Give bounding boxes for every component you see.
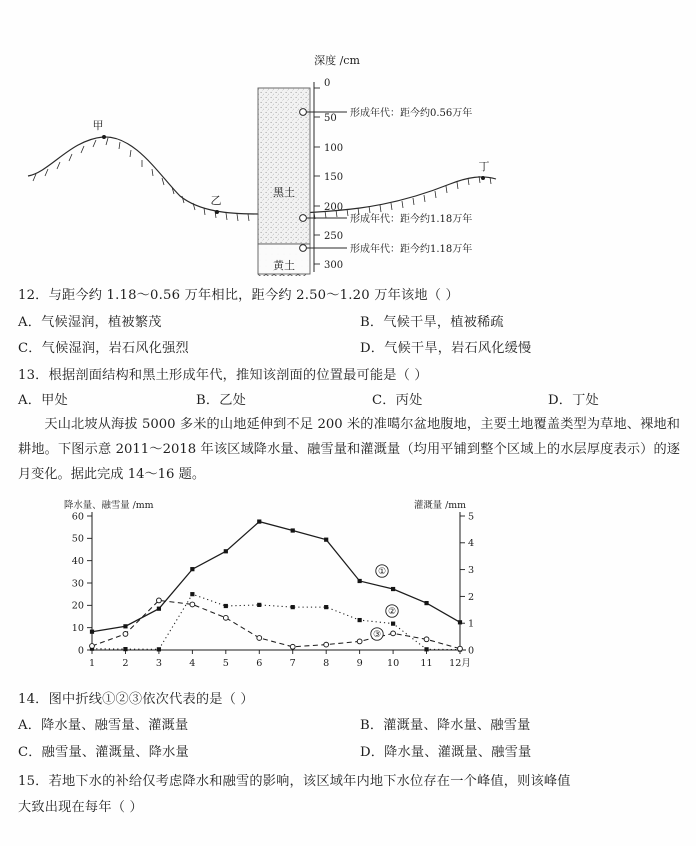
chart-x-tick-label: 10 [386,658,400,669]
figure-monthly-water-chart [62,498,522,680]
chart-y-tick-label: 20 [71,600,84,612]
chart-y-tick-label: 30 [71,578,84,590]
question-12-option-c[interactable]: C．气候湿润，岩石风化强烈 [18,341,189,356]
chart-y2-tick-label: 2 [468,591,475,603]
chart-marker [458,646,463,651]
chart-x-tick-label: 7 [289,658,296,669]
chart-marker [424,647,428,651]
annotation-text-2: 形成年代：距今约1.18万年 [350,214,473,225]
chart-y-tick-label: 50 [71,533,84,545]
soil-layer-label-black: 黑土 [273,186,295,199]
chart-marker [291,605,295,609]
chart-x-tick-label: 2 [122,658,129,669]
chart-x-tick-label: 4 [189,658,196,669]
chart-marker [291,528,295,532]
terrain-label-ding: 丁 [478,160,490,173]
question-14-option-a[interactable]: A．降水量、融雪量、灌溉量 [18,718,189,733]
terrain-label-yi: 乙 [210,194,222,207]
chart-x-tick-label: 6 [256,658,263,669]
chart-marker [324,605,328,609]
depth-axis-title: 深度 /cm [314,54,360,67]
terrain-label-jia: 甲 [92,119,104,132]
chart-marker [157,607,161,611]
chart-marker [123,624,127,628]
chart-marker [424,601,428,605]
question-12-option-d[interactable]: D．气候干旱，岩石风化缓慢 [360,341,532,356]
chart-y-axis-title: 降水量、融雪量 /mm [64,500,154,511]
depth-tick-250: 250 [324,231,344,242]
chart-marker [358,618,362,622]
question-15-stem-line2: 大致出现在每年（ ） [18,800,143,815]
question-13-option-d[interactable]: D．丁处 [548,393,599,408]
depth-tick-300: 300 [324,260,344,271]
chart-marker [224,604,228,608]
chart-marker [290,644,295,649]
chart-x-tick-label: 3 [155,658,162,669]
chart-y2-tick-label: 1 [468,618,475,630]
chart-x-tick-label: 1 [88,658,96,669]
chart-marker [391,622,395,626]
chart-y-tick-label: 10 [71,623,84,635]
question-14-stem: 14．图中折线①②③依次代表的是（ ） [18,692,254,707]
depth-tick-100: 100 [324,143,344,154]
chart-marker [357,639,362,644]
annotation-text-3: 形成年代：距今约1.18万年 [350,244,473,255]
chart-marker [391,631,396,636]
chart-series-label-③: ③ [372,630,382,640]
chart-y2-tick-label: 3 [468,565,475,576]
chart-marker [190,567,194,571]
chart-y2-tick-label: 0 [468,645,475,657]
chart-marker [223,615,228,620]
chart-marker [157,598,162,603]
chart-marker [90,630,94,634]
chart-y-tick-label: 40 [71,556,84,568]
depth-tick-50: 50 [324,113,337,124]
question-13-option-c[interactable]: C．丙处 [372,393,423,408]
soil-layer-label-loess: 黄土 [273,259,295,272]
depth-tick-200: 200 [324,202,344,213]
chart-marker [257,519,261,523]
chart-series-line-③ [92,600,460,648]
question-14-option-b[interactable]: B．灌溉量、降水量、融雪量 [360,718,531,733]
passage-text: 天山北坡从海拔 5000 多米的山地延伸到不足 200 米的准噶尔盆地腹地，主要土地覆盖类型为草地、裸地和耕地。下图示意 2011～2018 年该区域降水量、融雪量和灌溉量（均用平铺到整个区域上的水层厚度表示）的逐月变化。据此完成 14～16 题。 [18,417,680,482]
terrain-point-yi [215,210,219,214]
chart-marker [257,603,261,607]
question-13-stem: 13．根据剖面结构和黑土形成年代，推知该剖面的位置最可能是（ ） [18,368,428,383]
chart-y-tick-label: 0 [77,645,84,657]
chart-x-tick-label: 11 [420,658,433,669]
question-13-option-a[interactable]: A．甲处 [18,393,68,408]
chart-marker [324,642,329,647]
chart-marker [190,602,195,607]
depth-tick-150: 150 [324,172,344,183]
chart-marker [123,647,127,651]
chart-y-tick-label: 60 [71,511,84,523]
chart-x-tick-label: 5 [222,658,229,669]
question-12-option-a[interactable]: A．气候湿润，植被繁茂 [18,315,162,330]
chart-series-line-② [92,594,460,649]
question-14-option-d[interactable]: D．降水量、灌溉量、融雪量 [360,745,532,760]
chart-x-tick-label: 9 [356,658,363,669]
chart-marker [458,620,462,624]
chart-marker [90,644,95,649]
terrain-point-ding [481,176,485,180]
chart-marker [358,579,362,583]
chart-marker [324,538,328,542]
chart-x-tick-label: 12月 [449,658,471,669]
annotation-text-1: 形成年代：距今约0.56万年 [350,108,473,119]
chart-marker [123,632,128,637]
question-13-option-b[interactable]: B．乙处 [196,393,247,408]
chart-x-tick-label: 8 [323,658,330,669]
question-15-stem: 15．若地下水的补给仅考虑降水和融雪的影响，该区域年内地下水位存在一个峰值，则该峰值 [18,774,571,789]
figure-soil-profile [0,36,696,276]
chart-marker [424,637,429,642]
chart-marker [157,647,161,651]
chart-marker [391,587,395,591]
depth-tick-0: 0 [324,78,331,89]
terrain-point-jia [102,135,106,139]
chart-y2-tick-label: 5 [468,511,475,523]
chart-marker [224,549,228,553]
chart-marker [257,636,262,641]
chart-series-label-①: ① [377,567,387,577]
chart-series-line-① [92,522,460,632]
soil-column [258,53,472,276]
chart-series-label-②: ② [387,607,397,617]
chart-y2-tick-label: 4 [468,538,475,550]
question-12-option-b[interactable]: B．气候干旱，植被稀疏 [360,315,504,330]
chart-marker [190,592,194,596]
question-12-stem: 12．与距今约 1.18～0.56 万年相比，距今约 2.50～1.20 万年该地（ ） [18,288,459,303]
question-14-option-c[interactable]: C．融雪量、灌溉量、降水量 [18,745,189,760]
chart-y2-axis-title: 灌溉量 /mm [414,500,467,511]
